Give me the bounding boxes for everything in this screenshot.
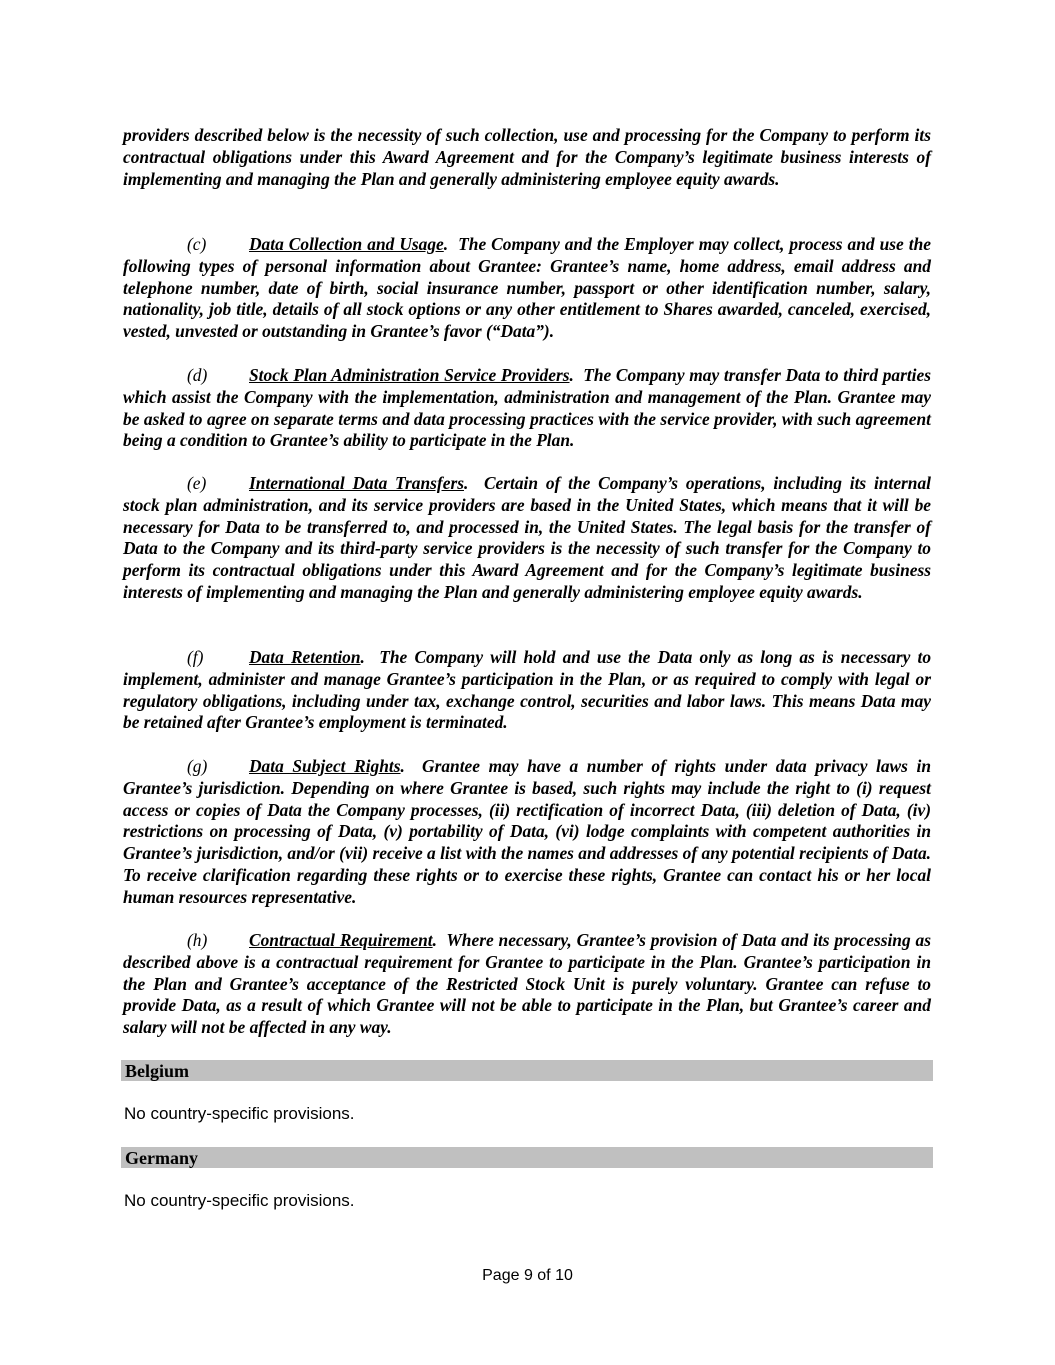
clause-heading: Stock Plan Administration Service Providers	[249, 365, 570, 385]
clause-number: (c)	[187, 234, 207, 254]
clause-text: Grantee may have a number of rights under data privacy laws in Grantee’s jurisdiction. Depending on where Grantee is based, such rights may include the right to (i) request access or copies of Data the Company processes, (ii) rectification of incorrect Data, (iii) deletion of Data, (iv) restrictions on processing of Data, (v) portability of Data, (vi) lodge complaints with competent authorities in Grantee’s jurisdiction, and/or (vii) receive a list with the names and addresses of any potential recipients of Data. To receive clarification regarding these rights or to exercise these rights, Grantee can contact his or her local human resources representative.	[123, 756, 931, 907]
country-heading-germany: Germany	[121, 1147, 933, 1168]
clause-d: (d) Stock Plan Administration Service Providers. The Company may transfer Data to third parties which assist the Company with the implementation, administration and management of the Plan. Grantee may be asked to agree on separate terms and data processing practices with the service provider, with such agreement being a condition to Grantee’s ability to participate in the Plan.	[123, 365, 931, 451]
clause-number: (d)	[187, 365, 208, 385]
country-heading-belgium: Belgium	[121, 1060, 933, 1081]
clause-text: Where necessary, Grantee’s provision of Data and its processing as described above is a contractual requirement for Grantee to participate in the Plan. Grantee’s participation in the Plan and Grantee’s acceptance of the Restricted Stock Unit is purely voluntary. Grantee can refuse to provide Data, as a result of which Grantee will not be able to participate in the Plan, but Grantee’s career and salary will not be affected in any way.	[123, 930, 931, 1038]
clause-c: (c) Data Collection and Usage. The Company and the Employer may collect, process and use the following types of personal information about Grantee: Grantee’s name, home address, email address and telephone number, date of birth, social insurance number, passport or other identification number, salary, nationality, job title, details of all stock options or any other entitlement to Shares awarded, canceled, exercised, vested, unvested or outstanding in Grantee’s favor (“Data”).	[123, 234, 931, 342]
clause-heading: International Data Transfers	[249, 473, 464, 493]
clause-number: (g)	[187, 756, 208, 776]
clause-heading: Data Subject Rights	[249, 756, 401, 776]
clause-h: (h) Contractual Requirement. Where necessary, Grantee’s provision of Data and its processing as described above is a contractual requirement for Grantee to participate in the Plan. Grantee’s participation in the Plan and Grantee’s acceptance of the Restricted Stock Unit is purely voluntary. Grantee can refuse to provide Data, as a result of which Grantee will not be able to participate in the Plan, but Grantee’s career and salary will not be affected in any way.	[123, 930, 931, 1038]
intro-paragraph: providers described below is the necessity of such collection, use and processing for the Company to perform its contractual obligations under this Award Agreement and for the Company’s legitimate business interests of implementing and managing the Plan and generally administering employee equity awards.	[123, 125, 931, 189]
country-text-germany: No country-specific provisions.	[124, 1191, 355, 1210]
clause-text: The Company may transfer Data to third parties which assist the Company with the implementation, administration and management of the Plan. Grantee may be asked to agree on separate terms and data processing practices with the service provider, with such agreement being a condition to Grantee’s ability to participate in the Plan.	[123, 365, 931, 451]
clause-heading: Contractual Requirement	[249, 930, 433, 950]
clause-g: (g) Data Subject Rights. Grantee may have a number of rights under data privacy laws in Grantee’s jurisdiction. Depending on where Grantee is based, such rights may include the right to (i) request access or copies of Data the Company processes, (ii) rectification of incorrect Data, (iii) deletion of Data, (iv) restrictions on processing of Data, (v) portability of Data, (vi) lodge complaints with competent authorities in Grantee’s jurisdiction, and/or (vii) receive a list with the names and addresses of any potential recipients of Data. To receive clarification regarding these rights or to exercise these rights, Grantee can contact his or her local human resources representative.	[123, 756, 931, 907]
clause-text: Certain of the Company’s operations, including its internal stock plan administration, and its service providers are based in the United States, which means that it will be necessary for Data to be transferred to, and processed in, the United States. The legal basis for the transfer of Data to the Company and its third-party service providers is the necessity of such transfer for the Company to perform its contractual obligations under this Award Agreement and for the Company’s legitimate business interests of implementing and managing the Plan and generally administering employee equity awards.	[123, 473, 931, 602]
clause-f: (f) Data Retention. The Company will hold and use the Data only as long as is necessary to implement, administer and manage Grantee’s participation in the Plan, or as required to comply with legal or regulatory obligations, including under tax, exchange control, securities and labor laws. This means Data may be retained after Grantee’s employment is terminated.	[123, 647, 932, 733]
page-number: Page 9 of 10	[482, 1267, 573, 1284]
clause-text: The Company will hold and use the Data only as long as is necessary to implement, administer and manage Grantee’s participation in the Plan, or as required to comply with legal or regulatory obligations, including under tax, exchange control, securities and labor laws. This means Data may be retained after Grantee’s employment is terminated.	[123, 647, 932, 733]
country-text-belgium: No country-specific provisions.	[124, 1104, 355, 1123]
clause-e: (e) International Data Transfers. Certain of the Company’s operations, including its internal stock plan administration, and its service providers are based in the United States, which means that it will be necessary for Data to be transferred to, and processed in, the United States. The legal basis for the transfer of Data to the Company and its third-party service providers is the necessity of such transfer for the Company to perform its contractual obligations under this Award Agreement and for the Company’s legitimate business interests of implementing and managing the Plan and generally administering employee equity awards.	[123, 473, 931, 602]
clause-text: The Company and the Employer may collect, process and use the following types of personal information about Grantee: Grantee’s name, home address, email address and telephone number, date of birth, social insurance number, passport or other identification number, salary, nationality, job title, details of all stock options or any other entitlement to Shares awarded, canceled, exercised, vested, unvested or outstanding in Grantee’s favor (“Data”).	[123, 234, 931, 342]
clause-number: (f)	[187, 647, 204, 667]
clause-number: (h)	[187, 930, 208, 950]
clause-heading: Data Collection and Usage	[249, 234, 444, 254]
clause-heading: Data Retention	[249, 647, 361, 667]
clause-number: (e)	[187, 473, 207, 493]
